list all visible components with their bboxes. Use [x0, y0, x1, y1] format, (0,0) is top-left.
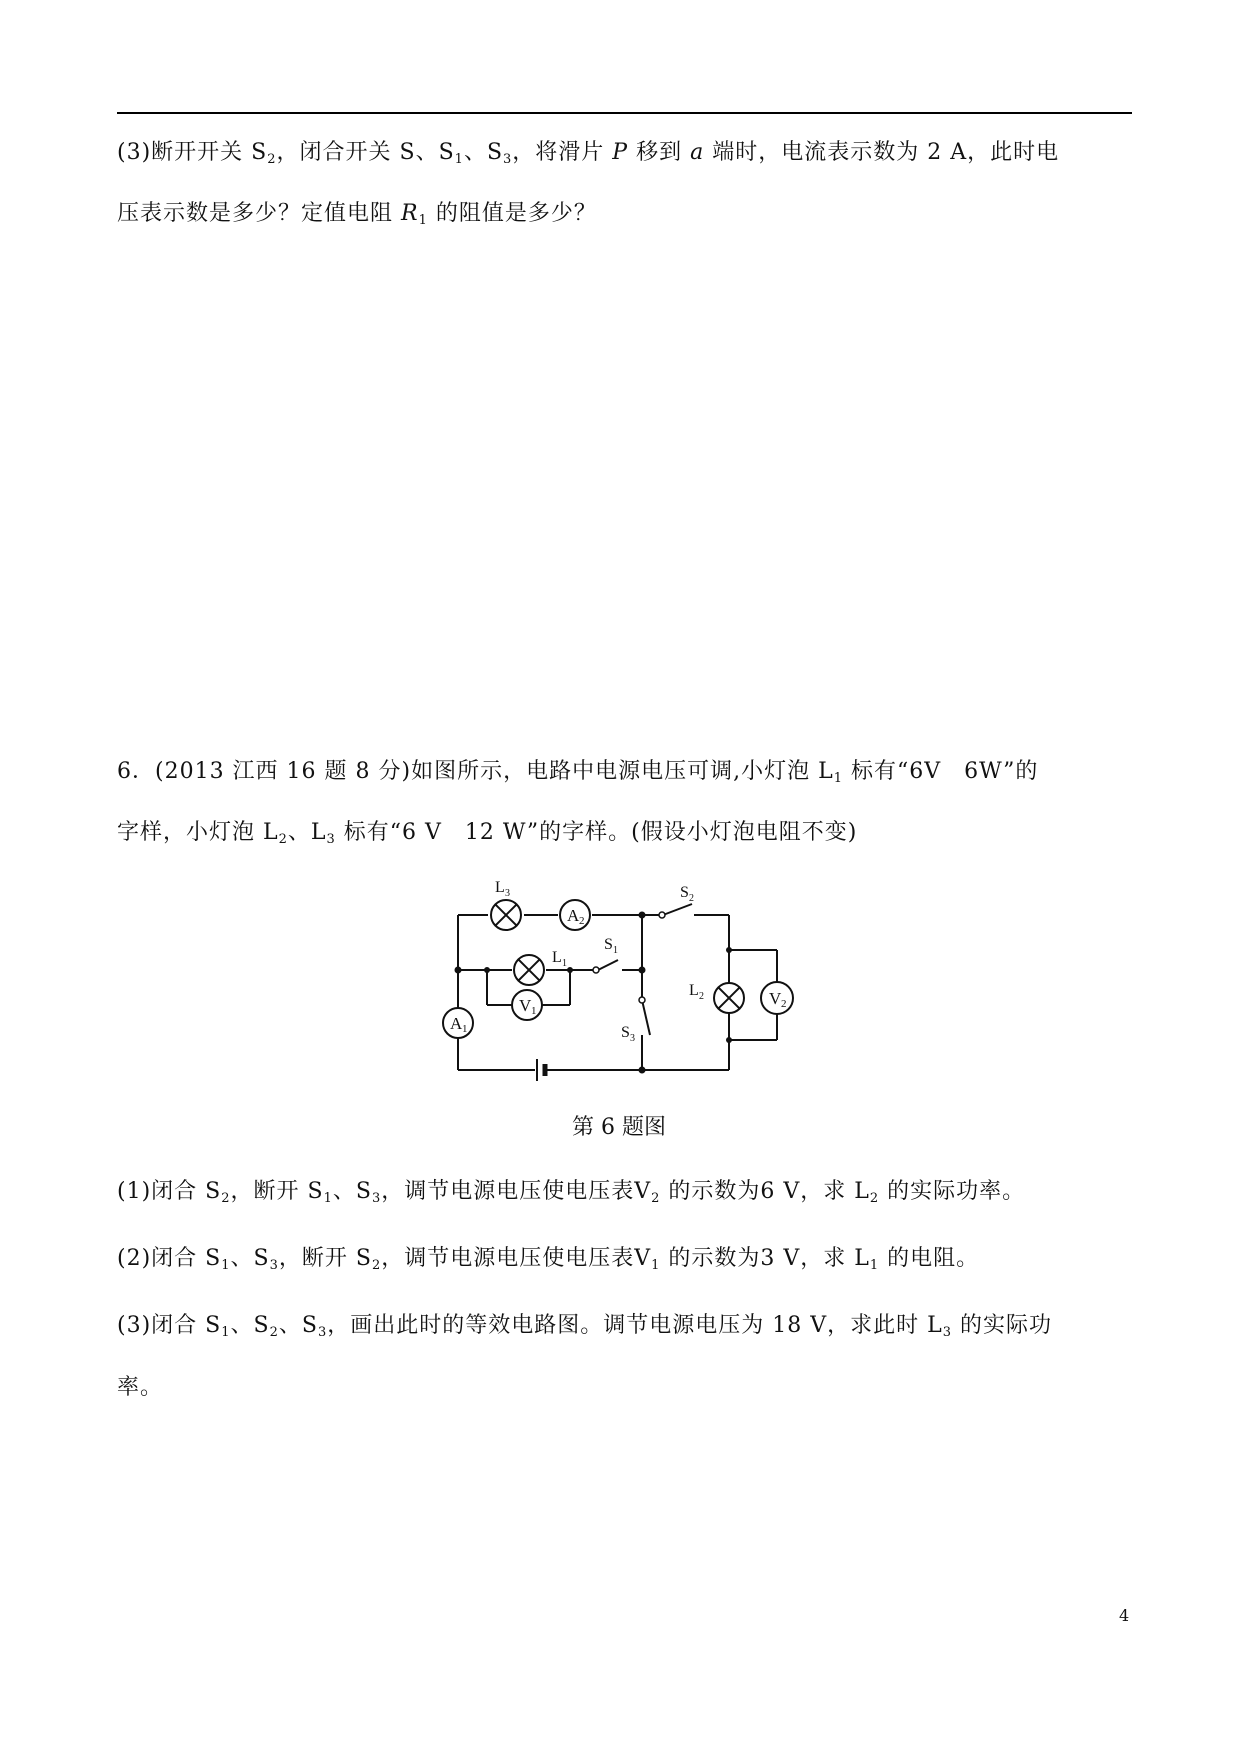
- ammeter-a1-icon: [443, 1008, 473, 1038]
- label-l2: [689, 982, 704, 1002]
- svg-text:1: 1: [562, 958, 567, 969]
- figure-caption: 第 6 题图: [572, 1115, 666, 1140]
- q6-part2: (2)闭合 $S_1$、$S_3$，断开 $S_2$，调节电源电压使电压表$V_1$ 的示数为3 V，求 $L_1$ 的电阻。: [117, 1246, 980, 1273]
- svg-text:L: L: [689, 982, 699, 999]
- header-rule: [117, 112, 1132, 114]
- svg-text:A: A: [567, 906, 580, 925]
- svg-text:2: 2: [579, 915, 585, 927]
- q6-part1: (1)闭合 $S_2$，断开 $S_1$、$S_3$，调节电源电压使电压表$V_2$ 的示数为6 V，求 $L_2$ 的实际功率。: [117, 1179, 1026, 1206]
- lamp-l1-icon: [514, 955, 544, 985]
- switch-contacts: [593, 912, 665, 1003]
- svg-text:V: V: [769, 989, 782, 1008]
- q5-part3-line2: 压表示数是多少？定值电阻 $R_1$ 的阻值是多少？: [117, 201, 597, 228]
- label-l3: [495, 879, 510, 899]
- label-s3: [621, 1024, 635, 1044]
- page-number: 4: [1119, 1606, 1130, 1625]
- svg-text:2: 2: [781, 998, 787, 1010]
- label-s1: [604, 936, 618, 956]
- voltmeter-v2-icon: [761, 982, 793, 1014]
- ammeter-a2-icon: [560, 900, 590, 930]
- lamp-l3-icon: [491, 900, 521, 930]
- svg-text:L: L: [552, 949, 562, 966]
- svg-text:L: L: [495, 879, 505, 896]
- svg-text:2: 2: [689, 893, 694, 904]
- q5-part3-line1: (3)断开开关 $S_2$，闭合开关 S、$S_1$、$S_3$，将滑片 P 移到 a 端时，电流表示数为 2 A，此时电: [117, 140, 1060, 167]
- svg-text:2: 2: [699, 991, 704, 1002]
- svg-text:3: 3: [505, 888, 510, 899]
- svg-text:1: 1: [613, 945, 618, 956]
- label-s2: [680, 884, 694, 904]
- battery-icon: [537, 1059, 545, 1081]
- lamp-l2-icon: [714, 983, 744, 1013]
- svg-text:S: S: [604, 936, 613, 953]
- q6-part3-line1: (3)闭合 $S_1$、$S_2$、$S_3$，画出此时的等效电路图。调节电源电压为 18 V，求此时 $L_3$ 的实际功: [117, 1313, 1052, 1340]
- svg-text:V: V: [519, 996, 532, 1015]
- svg-text:S: S: [621, 1024, 630, 1041]
- circuit-diagram: [440, 870, 820, 1100]
- q6-part3-line2: 率。: [117, 1375, 164, 1400]
- voltmeter-v1-icon: [512, 990, 542, 1020]
- svg-text:3: 3: [630, 1033, 635, 1044]
- q6-stem-line1: 6．(2013 江西 16 题 8 分)如图所示，电路中电源电压可调,小灯泡 $L_1$ 标有“6V 6W”的: [117, 759, 1039, 786]
- svg-text:S: S: [680, 884, 689, 901]
- svg-text:A: A: [450, 1014, 463, 1033]
- q6-stem-line2: 字样，小灯泡 $L_2$、$L_3$ 标有“6 V 12 W”的字样。(假设小灯泡电阻不变): [117, 820, 858, 847]
- svg-text:1: 1: [531, 1005, 537, 1017]
- svg-text:1: 1: [462, 1023, 468, 1035]
- label-l1: [552, 949, 567, 969]
